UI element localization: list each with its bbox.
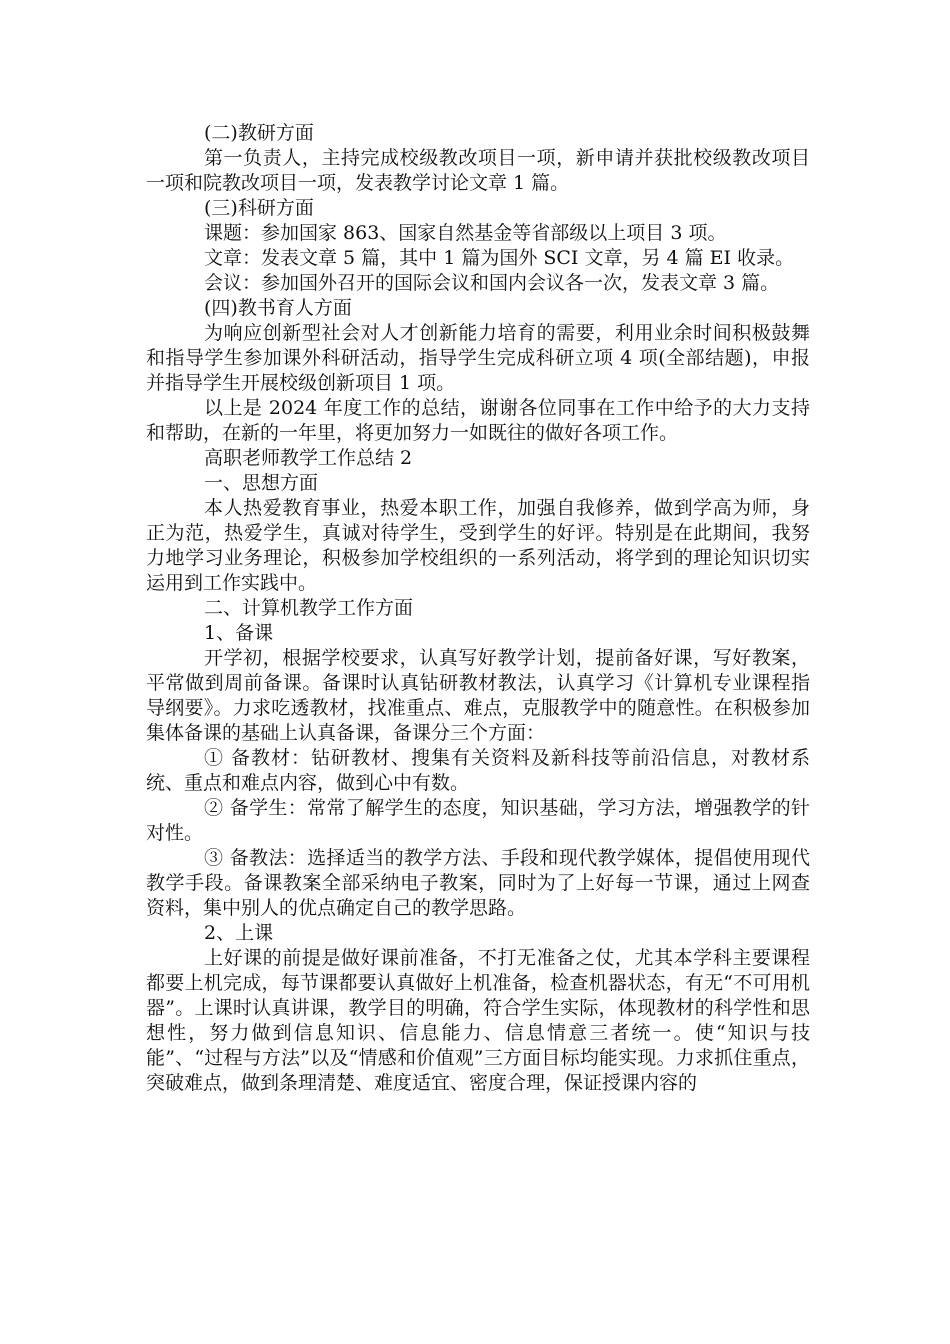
- list-item-students: ② 备学生：常常了解学生的态度，知识基础，学习方法，增强教学的针对性。: [146, 797, 810, 844]
- paragraph-lesson-prep: 开学初，根据学校要求，认真写好教学计划，提前备好课，写好教案，平常做到周前备课。备课时认真钻研教材教法，认真学习《计算机专业课程指导纲要》。力求吃透教材，找准重点、难点，克服教学中的随意性。在积极参加集体备课的基础上认真备课，备课分三个方面：: [146, 647, 810, 744]
- heading-lesson-prep: 1、备课: [204, 622, 274, 644]
- heading-scientific-research: (三)科研方面: [204, 197, 314, 219]
- heading-teaching-research: (二)教研方面: [204, 122, 314, 144]
- heading-education: (四)教书育人方面: [204, 297, 352, 319]
- heading-class: 2、上课: [204, 922, 274, 944]
- paragraph-projects: 课题：参加国家 863、国家自然基金等省部级以上项目 3 项。: [204, 222, 727, 244]
- paragraph-articles: 文章：发表文章 5 篇，其中 1 篇为国外 SCI 文章，另 4 篇 EI 收录。: [204, 247, 795, 269]
- paragraph-class: 上好课的前提是做好课前准备，不打无准备之仗，尤其本学科主要课程都要上机完成，每节课都要认真做好上机准备，检查机器状态，有无“不可用机器”。上课时认真讲课，教学目的明确，符合学生实际，体现教材的科学性和思想性，努力做到信息知识、信息能力、信息情意三者统一。使“知识与技能”、“过程与方法”以及“情感和价值观”三方面目标均能实现。力求抓住重点，突破难点，做到条理清楚、难度适宜、密度合理，保证授课内容的: [146, 947, 810, 1094]
- paragraph-conferences: 会议：参加国外召开的国际会议和国内会议各一次，发表文章 3 篇。: [204, 272, 780, 294]
- list-item-methods: ③ 备教法：选择适当的教学方法、手段和现代教学媒体，提倡使用现代教学手段。备课教案全部采纳电子教案，同时为了上好每一节课，通过上网查资料，集中别人的优点确定自己的教学思路。: [146, 847, 810, 919]
- paragraph-conclusion: 以上是 2024 年度工作的总结，谢谢各位同事在工作中给予的大力支持和帮助，在新的一年里，将更加努力一如既往的做好各项工作。: [146, 397, 810, 444]
- heading-ideology: 一、思想方面: [204, 472, 319, 494]
- paragraph-ideology: 本人热爱教育事业，热爱本职工作，加强自我修养，做到学高为师，身正为范，热爱学生，真诚对待学生，受到学生的好评。特别是在此期间，我努力地学习业务理论，积极参加学校组织的一系列活动，将学到的理论知识切实运用到工作实践中。: [146, 497, 810, 594]
- list-item-materials: ① 备教材：钻研教材、搜集有关资料及新科技等前沿信息，对教材系统、重点和难点内容，做到心中有数。: [146, 747, 810, 794]
- paragraph-teaching-research: 第一负责人，主持完成校级教改项目一项，新申请并获批校级教改项目一项和院教改项目一项，发表教学讨论文章 1 篇。: [146, 147, 810, 194]
- document-page: [146, 121, 810, 1096]
- heading-computer-teaching: 二、计算机教学工作方面: [204, 597, 414, 619]
- section-title: 高职老师教学工作总结 2: [204, 447, 413, 469]
- paragraph-education: 为响应创新型社会对人才创新能力培育的需要，利用业余时间积极鼓舞和指导学生参加课外科研活动，指导学生完成科研立项 4 项(全部结题)，申报并指导学生开展校级创新项目 1 项。: [146, 322, 810, 394]
